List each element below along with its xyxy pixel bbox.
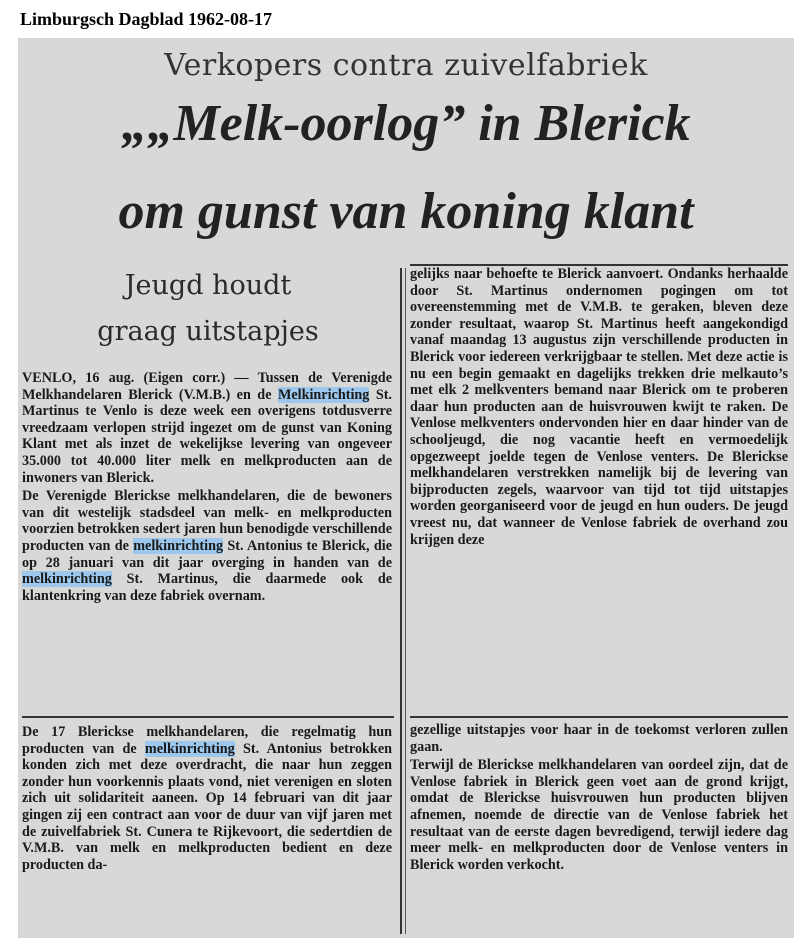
- paragraph-6: Terwijl de Blerickse melkhandelaren van oordeel zijn, dat de Venlose fabriek in Blerick geen voet aan de grond krijgt, omdat de Blerickse huisvrouwen hun producten blijven afnemen, noemde de directie van de Venlose fabriek het resultaat van de eerste dagen bevredigend, terwijl iedere dag meer melk- en melkproducten door de Venlose venters in Blerick worden verkocht.: [410, 757, 788, 873]
- section-divider-left: [22, 716, 394, 718]
- newspaper-clipping: [18, 38, 794, 938]
- highlight: melkinrichting: [133, 537, 224, 554]
- column-left-bottom: [22, 724, 392, 875]
- section-divider-right: [410, 716, 788, 718]
- highlight: melkinrichting: [144, 740, 235, 757]
- column-right-top: [410, 266, 788, 550]
- source-label: Limburgsch Dagblad 1962-08-17: [20, 9, 273, 29]
- kicker-headline: Verkopers contra zuivelfabriek: [164, 48, 648, 83]
- highlight: melkinrichting: [22, 571, 112, 588]
- column-divider: [400, 268, 402, 934]
- subheadline-line-1: Jeugd houdt: [124, 270, 292, 301]
- column-divider-inner: [405, 268, 406, 934]
- paragraph-4: gelijks naar behoefte te Blerick aanvoert. Ondanks herhaalde door St. Martinus ondernomen pogingen om tot overeenstemming met de V.M.B. te geraken, bleven deze zonder resultaat, waarop St. Martinus heeft aangekondigd vanaf maandag 13 augustus zijn verschillende producten in Blerick voor iedereen verkrijgbaar te stellen. Met deze actie is nu een begin gemaakt en dagelijks trekken drie melkauto’s met elk 2 melkventers bemand naar Blerick om te proberen daar hun producten aan de huisvrouwen kwijt te raken. De Venlose melkventers ondervonden hier en daar hinder van de schooljeugd, die nog vacantie heeft en vermoedelijk opgezweept joelde tegen de Venlose venters. De Blerickse melkhandelaren verstrekken namelijk bij de levering van bijproducten zegels, waarvoor van tijd tot tijd uitstapjes worden georganiseerd voor de jeugd en hun ouders. De jeugd vreest nu, dat wanneer de Venlose fabriek de overhand zou krijgen deze: [410, 266, 788, 548]
- paragraph-1: VENLO, 16 aug. (Eigen corr.) — Tussen de Verenigde Melkhandelaren Blerick (V.M.B.) en de Melkinrichting St. Martinus te Venlo is deze week een overigens totdusverre vreedzaam verlopen strijd ingezet om de gunst van Koning Klant met als inzet de wekelijkse levering van ongeveer 35.000 tot 40.000 liter melk en melkproducten aan de inwoners van Blerick.: [22, 370, 392, 486]
- headline-line-1: „„Melk-oorlog” in Blerick: [121, 95, 691, 152]
- highlight: Melkinrichting: [277, 386, 370, 403]
- paragraph-5: gezellige uitstapjes voor haar in de toekomst verloren zullen gaan.: [410, 722, 788, 755]
- headline-line-2: om gunst van koning klant: [118, 183, 694, 240]
- column-right-bottom: [410, 722, 788, 875]
- paragraph-2: De Verenigde Blerickse melkhandelaren, die de bewoners van dit westelijk stadsdeel van melk- en melkproducten voorzien betrokken sedert jaren hun benodigde verschillende producten van de melkinrichting St. Antonius te Blerick, die op 28 januari van dit jaar overging in handen van de melkinrichting St. Martinus, die daarmede ook de klantenkring van deze fabriek overnam.: [22, 488, 392, 604]
- paragraph-3: De 17 Blerickse melkhandelaren, die regelmatig hun producten van de melkinrichting St. Antonius betrokken konden zich met deze overdracht, die naar hun zeggen zonder hun voorkennis plaats vond, niet verenigen en sloten zich uit solidariteit aaneen. Op 14 februari van dit jaar gingen zij een contract aan voor de duur van vijf jaren met de zuivelfabriek St. Cunera te Rijkevoort, die sedertdien de V.M.B. van melk en melkproducten bedient en deze producten da-: [22, 724, 393, 873]
- subheadline-line-2: graag uitstapjes: [97, 316, 319, 347]
- column-left-top: [22, 370, 392, 606]
